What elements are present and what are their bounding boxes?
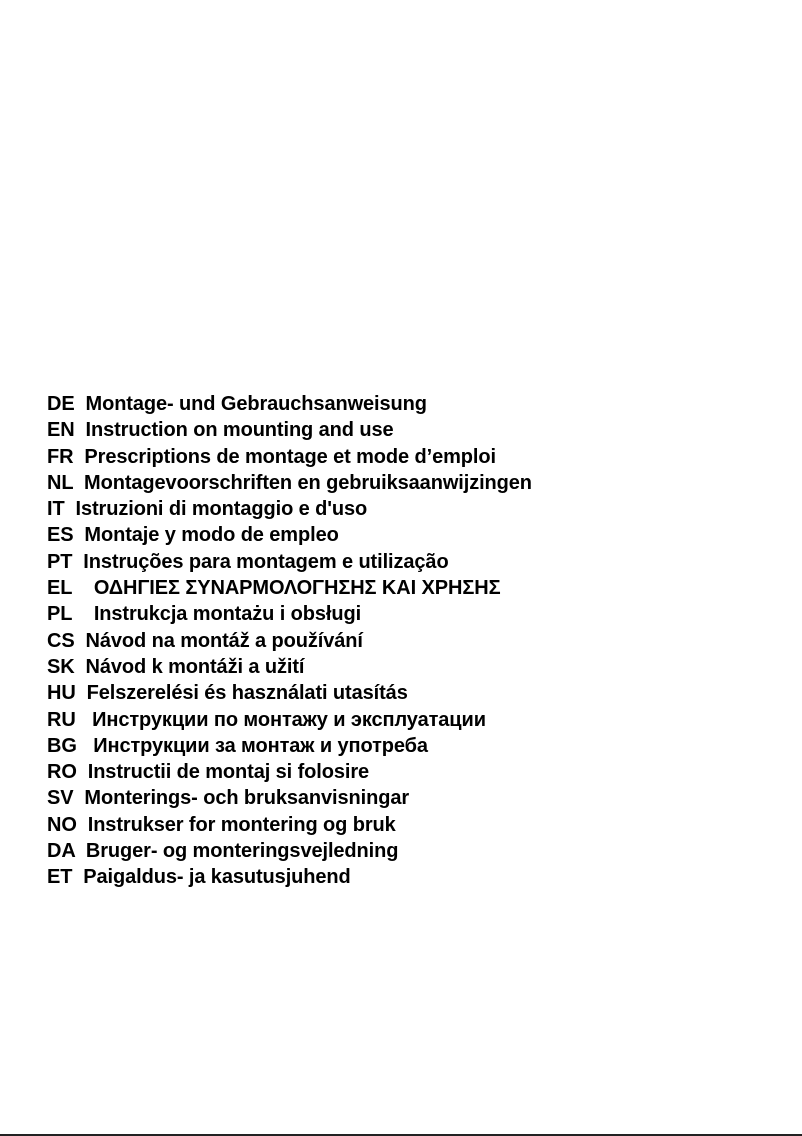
language-title-text: Návod k montáži a užití bbox=[85, 655, 305, 678]
separator bbox=[73, 787, 84, 809]
language-title-es bbox=[47, 522, 532, 548]
language-title-da bbox=[47, 838, 532, 864]
language-code: NL bbox=[47, 471, 74, 494]
language-title-text: Instrukcja montażu i obsługi bbox=[93, 603, 362, 626]
language-title-el bbox=[47, 575, 532, 601]
language-code: DE bbox=[47, 393, 75, 415]
language-title-text: Instrukser for montering og bruk bbox=[87, 813, 396, 836]
language-title-pl bbox=[47, 601, 532, 627]
language-title-text: Montagevoorschriften en gebruiksaanwijzingen bbox=[84, 471, 532, 494]
language-title-text: Paigaldus- ja kasutusjuhend bbox=[83, 866, 351, 889]
language-title-text: Instruções para montagem e utilização bbox=[83, 550, 449, 573]
language-code: SV bbox=[47, 787, 74, 810]
separator bbox=[65, 498, 76, 520]
separator bbox=[72, 551, 83, 573]
language-title-ro bbox=[47, 759, 532, 785]
language-title-en bbox=[47, 417, 532, 443]
separator bbox=[76, 682, 87, 704]
language-title-no bbox=[47, 812, 532, 838]
separator bbox=[77, 761, 88, 783]
separator bbox=[75, 419, 86, 441]
language-title-text: Bruger- og monteringsvejledning bbox=[85, 840, 399, 863]
separator bbox=[72, 866, 83, 888]
language-title-text: Prescriptions de montage et mode d’emploi bbox=[84, 445, 496, 468]
language-title-text: Montage- und Gebrauchsanweisung bbox=[85, 393, 427, 415]
language-code: FR bbox=[47, 445, 74, 468]
language-code: ES bbox=[47, 524, 74, 547]
language-title-de bbox=[47, 391, 532, 417]
language-code: NO bbox=[47, 813, 77, 836]
language-title-text: Инструкции по монтажу и эксплуатации bbox=[92, 708, 486, 731]
language-title-cs bbox=[47, 628, 532, 654]
language-code: PT bbox=[47, 550, 73, 573]
language-code: DA bbox=[47, 840, 75, 863]
language-title-list bbox=[47, 391, 532, 891]
language-title-et bbox=[47, 864, 532, 890]
language-title-text: Monterings- och bruksanvisningar bbox=[84, 787, 410, 810]
language-title-nl bbox=[47, 470, 532, 496]
language-title-text: Инструкции за монтаж и употреба bbox=[93, 734, 428, 757]
language-title-bg bbox=[47, 733, 532, 759]
language-code: SK bbox=[47, 655, 75, 678]
separator bbox=[73, 446, 84, 468]
language-code: HU bbox=[47, 682, 76, 705]
language-title-fr bbox=[47, 444, 532, 470]
language-code: CS bbox=[47, 629, 75, 652]
language-code: RO bbox=[47, 761, 77, 784]
separator bbox=[77, 735, 93, 757]
language-code: ET bbox=[47, 866, 73, 889]
separator bbox=[75, 840, 86, 862]
language-title-hu bbox=[47, 680, 532, 706]
language-title-text: Návod na montáž a používání bbox=[85, 629, 363, 652]
separator bbox=[75, 393, 86, 415]
language-title-text: Instruction on mounting and use bbox=[85, 419, 394, 442]
separator bbox=[77, 814, 88, 836]
language-code: EN bbox=[47, 419, 75, 442]
language-title-it bbox=[47, 496, 532, 522]
language-title-text: Istruzioni di montaggio e d'uso bbox=[75, 498, 368, 521]
language-title-sk bbox=[47, 654, 532, 680]
language-code: RU bbox=[47, 708, 76, 731]
language-code: PL bbox=[47, 603, 72, 626]
separator bbox=[72, 577, 94, 599]
language-title-text: Felszerelési és használati utasítás bbox=[86, 682, 408, 705]
separator bbox=[75, 630, 86, 652]
language-title-text: Montaje y modo de empleo bbox=[84, 524, 339, 547]
language-title-ru bbox=[47, 707, 532, 733]
separator bbox=[73, 524, 84, 546]
language-title-text: ΟΔΗΓΙΕΣ ΣΥΝΑΡΜΟΛΟΓΗΣΗΣ ΚΑΙ ΧΡΗΣΗΣ bbox=[93, 577, 501, 600]
separator bbox=[76, 709, 92, 731]
separator bbox=[75, 656, 86, 678]
language-title-pt bbox=[47, 549, 532, 575]
language-title-text: Instructii de montaj si folosire bbox=[87, 761, 370, 784]
language-code: BG bbox=[47, 734, 77, 757]
separator bbox=[73, 472, 84, 494]
language-code: EL bbox=[47, 577, 72, 600]
language-code: IT bbox=[47, 498, 65, 521]
separator bbox=[72, 603, 94, 625]
language-title-sv bbox=[47, 785, 532, 811]
